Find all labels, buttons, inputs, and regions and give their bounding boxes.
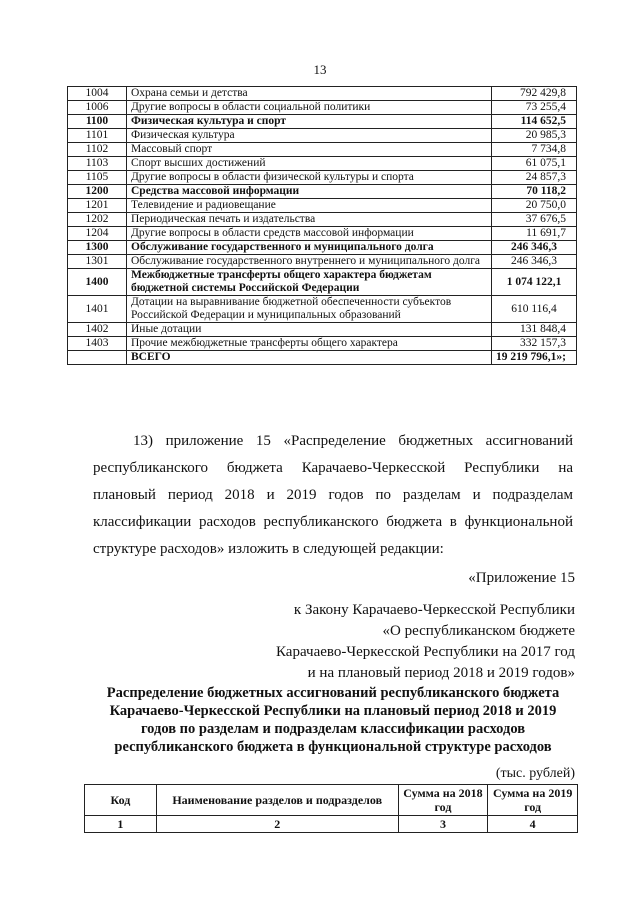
column-number-3: 3 (398, 816, 488, 833)
row-name: Массовый спорт (127, 143, 492, 157)
column-number-1: 1 (85, 816, 157, 833)
row-name: Средства массовой информации (127, 185, 492, 199)
row-name: Физическая культура (127, 129, 492, 143)
row-code: 1400 (68, 269, 127, 296)
row-sum: 114 652,5 (492, 115, 577, 129)
row-code: 1200 (68, 185, 127, 199)
row-sum: 11 691,7 (492, 227, 577, 241)
table-row (68, 241, 577, 255)
header-name: Наименование разделов и подразделов (156, 785, 398, 816)
appendix-title: «Приложение 15 (468, 570, 575, 586)
table-row (68, 101, 577, 115)
row-code: 1004 (68, 87, 127, 101)
row-code: 1100 (68, 115, 127, 129)
row-code: 1403 (68, 337, 127, 351)
header-sum-2018: Сумма на 2018 год (398, 785, 488, 816)
column-number-2: 2 (156, 816, 398, 833)
row-name: Иные дотации (127, 323, 492, 337)
appendix-line-1: к Закону Карачаево-Черкесской Республики (293, 602, 575, 618)
row-sum: 24 857,3 (492, 171, 577, 185)
appendix-line-3: Карачаево-Черкесской Республики на 2017 год (276, 644, 575, 660)
row-code: 1105 (68, 171, 127, 185)
row-sum: 20 985,3 (492, 129, 577, 143)
row-name: Дотации на выравнивание бюджетной обеспеченности субъектов Российской Федерации и муниципальных образований (127, 296, 492, 323)
section-heading: Распределение бюджетных ассигнований республиканского бюджета Карачаево-Черкесской Республики на плановый период 2018 и 2019 годов по разделам и подразделам классификации расходов республиканского бюджета в функциональной структуре расходов (106, 685, 560, 755)
row-code: 1102 (68, 143, 127, 157)
header-sum-2019: Сумма на 2019 год (488, 785, 578, 816)
row-code: 1202 (68, 213, 127, 227)
row-code: 1401 (68, 296, 127, 323)
row-sum: 792 429,8 (492, 87, 577, 101)
column-header-table (84, 784, 578, 833)
row-sum: 20 750,0 (492, 199, 577, 213)
row-name: ВСЕГО (127, 351, 492, 365)
table-row (68, 129, 577, 143)
budget-table (67, 86, 577, 365)
table-row (68, 337, 577, 351)
row-sum: 37 676,5 (492, 213, 577, 227)
row-sum: 70 118,2 (492, 185, 577, 199)
row-name: Охрана семьи и детства (127, 87, 492, 101)
row-name: Обслуживание государственного и муниципального долга (127, 241, 492, 255)
row-code: 1300 (68, 241, 127, 255)
row-name: Обслуживание государственного внутреннего и муниципального долга (127, 255, 492, 269)
table-row (68, 213, 577, 227)
table-row (68, 157, 577, 171)
appendix-line-2: «О республиканском бюджете (382, 623, 575, 639)
page-number: 13 (313, 62, 327, 77)
row-sum: 19 219 796,1»; (492, 351, 577, 365)
row-sum: 246 346,3 (492, 241, 577, 255)
table-row (68, 115, 577, 129)
row-name: Другие вопросы в области средств массовой информации (127, 227, 492, 241)
row-code (68, 351, 127, 365)
row-name: Периодическая печать и издательства (127, 213, 492, 227)
row-sum: 73 255,4 (492, 101, 577, 115)
table-row (68, 323, 577, 337)
row-sum: 61 075,1 (492, 157, 577, 171)
table-row (68, 143, 577, 157)
row-code: 1402 (68, 323, 127, 337)
column-number-row (85, 816, 578, 833)
table-row (68, 185, 577, 199)
column-number-4: 4 (488, 816, 578, 833)
header-code: Код (85, 785, 157, 816)
table-row (68, 171, 577, 185)
table-row (68, 255, 577, 269)
row-code: 1103 (68, 157, 127, 171)
row-code: 1301 (68, 255, 127, 269)
row-name: Телевидение и радиовещание (127, 199, 492, 213)
table-row (68, 296, 577, 323)
row-name: Другие вопросы в области социальной политики (127, 101, 492, 115)
row-code: 1204 (68, 227, 127, 241)
row-sum: 131 848,4 (492, 323, 577, 337)
amendment-paragraph (93, 428, 573, 563)
row-sum: 1 074 122,1 (492, 269, 577, 296)
row-sum: 7 734,8 (492, 143, 577, 157)
row-name: Спорт высших достижений (127, 157, 492, 171)
row-sum: 246 346,3 (492, 255, 577, 269)
row-code: 1006 (68, 101, 127, 115)
row-sum: 610 116,4 (492, 296, 577, 323)
appendix-line-4: и на плановый период 2018 и 2019 годов» (307, 665, 575, 681)
table-row (68, 351, 577, 365)
header-row (85, 785, 578, 816)
row-name: Другие вопросы в области физической культуры и спорта (127, 171, 492, 185)
row-name: Физическая культура и спорт (127, 115, 492, 129)
row-code: 1201 (68, 199, 127, 213)
table-row (68, 87, 577, 101)
row-name: Прочие межбюджетные трансферты общего характера (127, 337, 492, 351)
amendment-text: 13) приложение 15 «Распределение бюджетных ассигнований республиканского бюджета Карачаево-Черкесской Республики на плановый период 2018 и 2019 годов по разделам и подразделам классификации расходов республиканского бюджета в функциональной структуре расходов» изложить в следующей редакции: (93, 433, 573, 557)
table-row (68, 227, 577, 241)
table-row (68, 269, 577, 296)
row-code: 1101 (68, 129, 127, 143)
table-row (68, 199, 577, 213)
units-label: (тыс. рублей) (495, 766, 575, 781)
row-name: Межбюджетные трансферты общего характера бюджетам бюджетной системы Российской Федерации (127, 269, 492, 296)
row-sum: 332 157,3 (492, 337, 577, 351)
